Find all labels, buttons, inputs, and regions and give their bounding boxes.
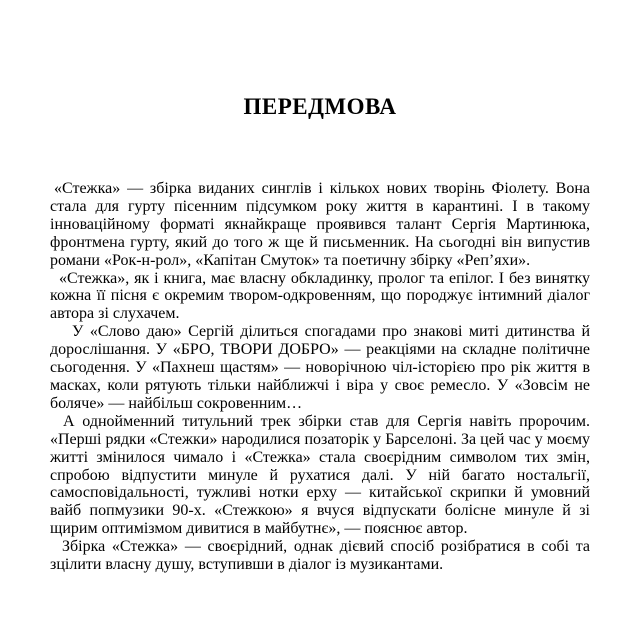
paragraph-title-track: А однойменний титульний трек збірки став для Сергія навіть пророчим. «Перші рядки «Стежки» народилися позаторік у Барселоні. За цей час у моєму житті змінилося чимало і «Стежка» стала своєрідним символом тих змін, спробою відпустити минуле й рухатися далі. У ній багато ностальгії, самосповідальності, тужливі нотки ерху — китайської скрипки й умовний вайб попмузики 90-х. «Стежкою» я вчуся відпускати болісне минуле й зі щирим оптимізмом дивитися в майбутнє», — пояснює автор.: [50, 412, 590, 538]
paragraph-structure: «Стежка», як і книга, має власну обкладинку, пролог та епілог. І без винятку кожна її пісня є окремим твором-одкровенням, що породжує інтимний діалог автора зі слухачем.: [50, 269, 590, 323]
paragraph-conclusion: Збірка «Стежка» — своєрідний, однак дієвий спосіб розібратися в собі та зцілити власну душу, вступивши в діалог із музикантами.: [50, 538, 590, 574]
paragraph-intro: «Стежка» — збірка виданих синглів і кількох нових творінь Фіолету. Вона стала для гурту пісенним підсумком року життя в карантині. І в такому інноваційному форматі якнайкраще проявився талант Сергія Мартинюка, фронтмена гурту, який до того ж ще й письменник. На сьогодні він випустив романи «Рок-н-рол», «Капітан Смуток» та поетичну збірку «Реп’яхи».: [50, 180, 590, 269]
document-body: [50, 180, 590, 574]
page-title: ПЕРЕДМОВА: [243, 94, 397, 119]
paragraph-songs: У «Слово даю» Сергій ділиться спогадами про знакові миті дитинства й дорослішання. У «БРО, ТВОРИ ДОБРО» — реакціями на складне політичне сьогодення. У «Пахнеш щастям» — новорічною чіл-історією про рік життя в масках, коли рятують тільки найближчі і віра у своє ремесло. У «Зовсім не боляче» — найбільш сокровенним…: [50, 323, 590, 412]
